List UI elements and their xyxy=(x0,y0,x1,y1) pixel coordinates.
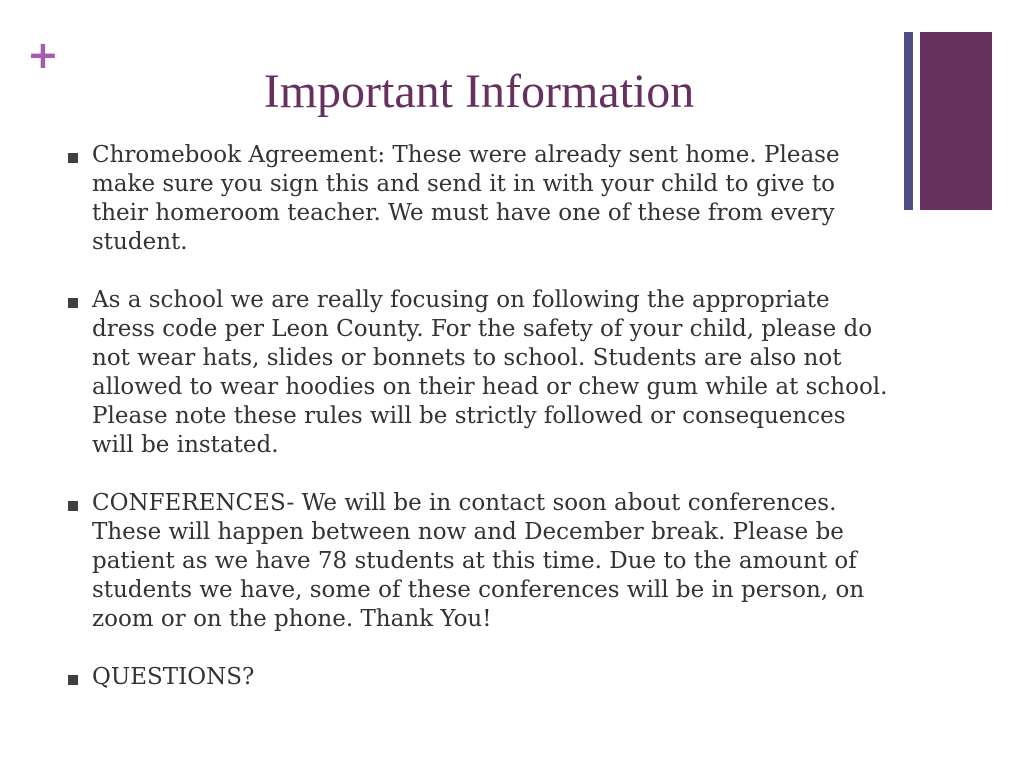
square-bullet-icon xyxy=(68,675,78,685)
bullet-conferences xyxy=(68,489,894,634)
square-bullet-icon xyxy=(68,298,78,308)
square-bullet-icon xyxy=(68,501,78,511)
bullet-text: QUESTIONS? xyxy=(92,664,255,690)
bullet-list xyxy=(68,141,894,721)
bullet-questions xyxy=(68,663,894,692)
bullet-chromebook-agreement xyxy=(68,141,894,257)
slide-title: Important Information xyxy=(263,65,695,118)
decorative-thick-bar xyxy=(920,32,992,210)
bullet-dress-code xyxy=(68,286,894,460)
decorative-thin-bar xyxy=(904,32,913,210)
bullet-text: Chromebook Agreement: These were already sent home. Please make sure you sign this and send it in with your child to give to their homeroom teacher. We must have one of these from every student. xyxy=(92,142,840,255)
square-bullet-icon xyxy=(68,153,78,163)
bullet-text: CONFERENCES- We will be in contact soon about conferences. These will happen between now and December break. Please be patient as we have 78 students at this time. Due to the amount of students we have, some of these conferences will be in person, on zoom or on the phone. Thank You! xyxy=(92,490,865,632)
bullet-text: As a school we are really focusing on following the appropriate dress code per Leon County. For the safety of your child, please do not wear hats, slides or bonnets to school. Students are also not allowed to wear hoodies on their head or chew gum while at school. Please note these rules will be strictly followed or consequences will be instated. xyxy=(92,287,888,458)
plus-icon: + xyxy=(27,33,59,77)
